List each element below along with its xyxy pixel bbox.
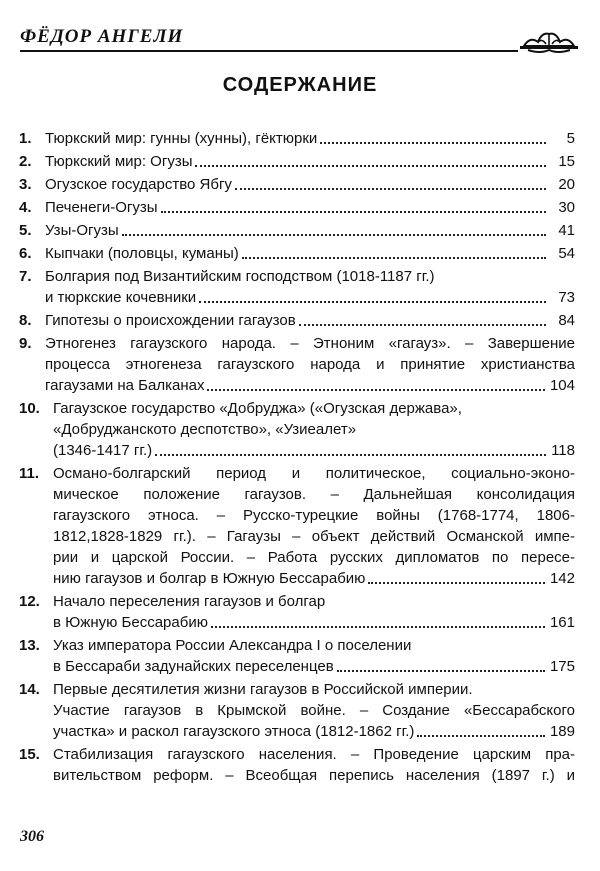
- entry-title-line: Гагаузское государство «Добруджа» («Огузская держава»,: [53, 400, 462, 417]
- entry-number: 4.: [19, 199, 32, 216]
- toc-entry[interactable]: [19, 128, 575, 149]
- toc-entry[interactable]: [19, 310, 575, 331]
- entry-title: Печенеги-Огузы: [45, 199, 158, 216]
- toc-entry[interactable]: [19, 151, 575, 172]
- entry-title-line: Участие гагаузов в Крымской войне. – Создание «Бессарабского: [53, 702, 575, 719]
- dot-leader: [368, 582, 545, 584]
- entry-title: Тюркский мир: гунны (хунны), гёктюрки: [45, 130, 318, 147]
- entry-title: в Южную Бессарабию: [53, 614, 208, 631]
- entry-title: (1346-1417 гг.): [53, 442, 153, 459]
- entry-number: 15.: [19, 746, 40, 763]
- entry-page: 73: [558, 289, 575, 306]
- entry-page: 118: [551, 442, 575, 459]
- entry-title-line: 1812,1828-1829 гг.). – Гагаузы – объект действий Османской импе-: [53, 528, 575, 545]
- entry-title-line: Стабилизация гагаузского населения. – Проведение царским пра-: [53, 746, 575, 763]
- entry-title-line: рии и царской России. – Работа русских дипломатов по пересе-: [53, 549, 575, 566]
- entry-page: 104: [549, 377, 575, 394]
- entry-title: гагаузами на Балканах: [45, 377, 205, 394]
- entry-title-line: Османо-болгарский период и политическое, социально-эконо-: [53, 465, 575, 482]
- entry-number: 14.: [19, 681, 40, 698]
- entry-number: 7.: [19, 268, 32, 285]
- entry-title: Огузское государство Ябгу: [45, 176, 232, 193]
- entry-title: Кыпчаки (половцы, куманы): [45, 245, 239, 262]
- dot-leader: [417, 735, 545, 737]
- dot-leader: [235, 188, 546, 190]
- dot-leader: [195, 165, 546, 167]
- entry-number: 10.: [19, 400, 40, 417]
- entry-number: 1.: [19, 130, 32, 147]
- dot-leader: [211, 626, 545, 628]
- entry-page: 20: [558, 176, 575, 193]
- entry-page: 30: [558, 199, 575, 216]
- entry-page: 142: [549, 570, 575, 587]
- dot-leader: [337, 670, 545, 672]
- table-of-contents: [19, 128, 575, 788]
- header-rule: [20, 50, 518, 52]
- entry-page: 84: [558, 312, 575, 329]
- entry-title: и тюркские кочевники: [45, 289, 197, 306]
- entry-page: 175: [549, 658, 575, 675]
- entry-title: в Бессараби задунайских переселенцев: [53, 658, 334, 675]
- entry-number: 3.: [19, 176, 32, 193]
- entry-title-line: Первые десятилетия жизни гагаузов в Российской империи.: [53, 681, 473, 698]
- entry-number: 9.: [19, 335, 32, 352]
- entry-title: нию гагаузов и болгар в Южную Бессарабию: [53, 570, 366, 587]
- dot-leader: [199, 301, 546, 303]
- entry-number: 13.: [19, 637, 40, 654]
- dot-leader: [207, 389, 544, 391]
- dot-leader: [122, 234, 546, 236]
- entry-number: 2.: [19, 153, 32, 170]
- toc-entry[interactable]: [19, 220, 575, 241]
- entry-page: 161: [549, 614, 575, 631]
- entry-title-line: вительством реформ. – Всеобщая перепись населения (1897 г.) и: [53, 767, 575, 784]
- entry-number: 5.: [19, 222, 32, 239]
- running-title: ФЁДОР АНГЕЛИ: [20, 26, 184, 47]
- entry-title: Тюркский мир: Огузы: [45, 153, 193, 170]
- toc-entry[interactable]: [19, 197, 575, 218]
- entry-title-line: Этногенез гагаузского народа. – Этноним «гагауз». – Завершение: [45, 335, 575, 352]
- dot-leader: [155, 454, 546, 456]
- entry-title: участка» и раскол гагаузского этноса (1812-1862 гг.): [53, 723, 415, 740]
- entry-title-line: Указ императора России Александра I о поселении: [53, 637, 412, 654]
- entry-title: Гипотезы о происхождении гагаузов: [45, 312, 296, 329]
- entry-page: 41: [558, 222, 575, 239]
- toc-entry[interactable]: [19, 744, 575, 786]
- entry-title-line: «Добруджанското деспотство», «Узиеалет»: [53, 421, 357, 438]
- entry-number: 8.: [19, 312, 32, 329]
- dot-leader: [242, 257, 546, 259]
- running-header: [20, 22, 578, 56]
- entry-title-line: Болгария под Византийским господством (1018-1187 гг.): [45, 268, 435, 285]
- toc-entry[interactable]: [19, 635, 575, 677]
- entry-page: 15: [558, 153, 575, 170]
- toc-entry[interactable]: [19, 591, 575, 633]
- entry-title: Узы-Огузы: [45, 222, 119, 239]
- page-number: 306: [20, 828, 44, 845]
- entry-page: 189: [549, 723, 575, 740]
- dot-leader: [320, 142, 546, 144]
- toc-entry[interactable]: [19, 398, 575, 461]
- toc-entry[interactable]: [19, 679, 575, 742]
- entry-number: 6.: [19, 245, 32, 262]
- entry-title-line: гагаузского этноса. – Русско-турецкие войны (1768-1774, 1806-: [53, 507, 575, 524]
- leaf-ornament-icon: [520, 28, 578, 54]
- toc-entry[interactable]: [19, 333, 575, 396]
- dot-leader: [161, 211, 546, 213]
- entry-title-line: Начало переселения гагаузов и болгар: [53, 593, 326, 610]
- entry-title-line: мическое положение гагаузов. – Дальнейшая консолидация: [53, 486, 575, 503]
- entry-number: 12.: [19, 593, 40, 610]
- toc-entry[interactable]: [19, 174, 575, 195]
- entry-page: 54: [558, 245, 575, 262]
- entry-page: 5: [566, 130, 575, 147]
- toc-entry[interactable]: [19, 266, 575, 308]
- toc-entry[interactable]: [19, 463, 575, 589]
- entry-title-line: процесса этногенеза гагаузского народа и принятие христианства: [45, 356, 575, 373]
- dot-leader: [299, 324, 546, 326]
- toc-entry[interactable]: [19, 243, 575, 264]
- entry-number: 11.: [19, 465, 40, 482]
- toc-heading: СОДЕРЖАНИЕ: [222, 74, 378, 96]
